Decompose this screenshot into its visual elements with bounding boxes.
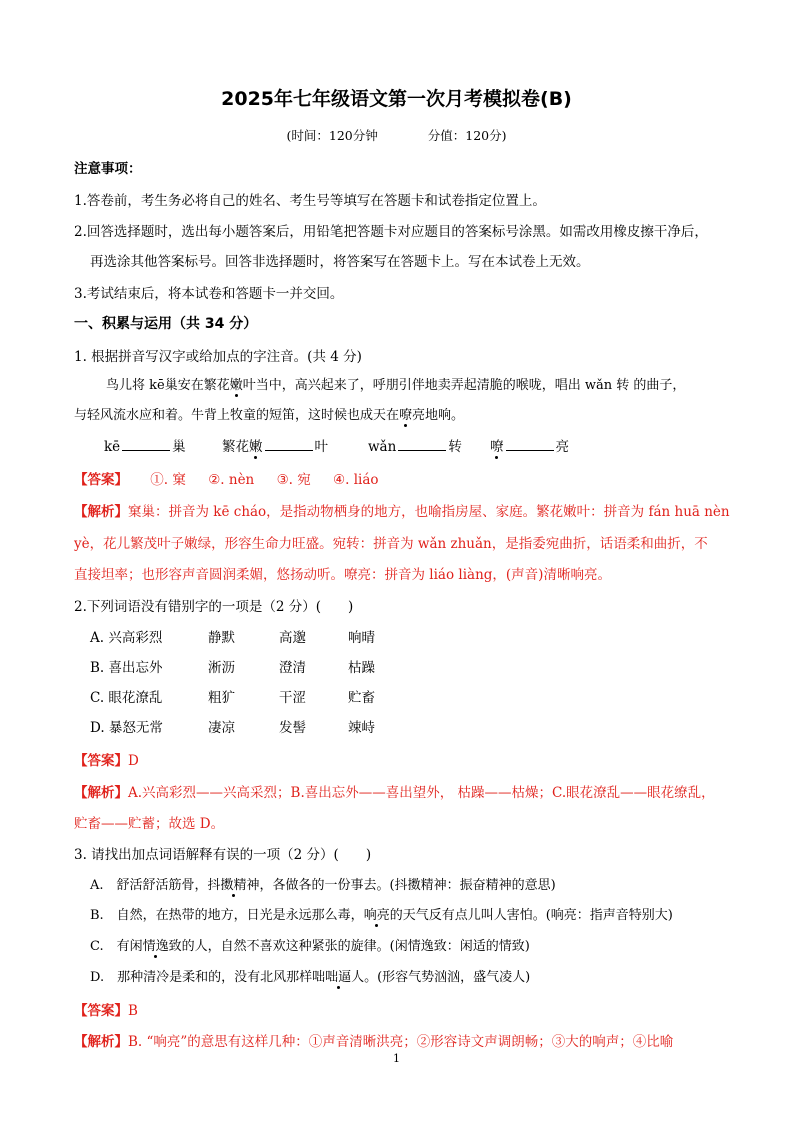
q2-analysis-1: 【解析】A.兴高彩烈——兴高采烈；B.喜出忘外——喜出望外， 枯躁——枯燥；C.眼花潦乱——眼花缭乱， — [74, 785, 715, 801]
q1-blank-2: 繁花嫩 叶 — [222, 439, 328, 455]
q3-option-c: C. 有闲情逸致的人，自然不喜欢这种紧张的旋律。(闲情逸致：闲适的情致) — [90, 939, 530, 954]
section-heading: 一、积累与运用（共 34 分） — [74, 316, 258, 332]
page-number: 1 — [393, 1052, 400, 1065]
q2-option-d-w4: 竦峙 — [348, 720, 375, 736]
q3-analysis-1: 【解析】B. “响亮”的意思有这样几种：①声音清晰洪亮；②形容诗文声调朗畅；③大的响声；④比喻 — [74, 1034, 674, 1050]
q2-option-b-w3: 澄清 — [279, 660, 306, 676]
q2-option-b-w2: 淅沥 — [208, 660, 235, 676]
notice-item-3: 3.考试结束后，将本试卷和答题卡一并交回。 — [74, 286, 344, 302]
notice-item-2-cont: 再选涂其他答案标号。回答非选择题时，将答案写在答题卡上。写在本试卷上无效。 — [90, 254, 590, 270]
exam-meta — [0, 126, 793, 144]
q1-analysis-1: 【解析】窠巢：拼音为 kē cháo，是指动物栖身的地方，也喻指房屋、家庭。繁花嫩叶：拼音为 fán huā nèn — [74, 504, 730, 520]
q1-passage-line-1: 鸟儿将 kē巢安在繁花嫩叶当中，高兴起来了，呼朋引伴地卖弄起清脆的喉咙，唱出 wǎn 转 的曲子， — [106, 378, 686, 393]
q2-answer: 【答案】D — [74, 753, 139, 769]
exam-time: (时间：120分钟 — [286, 128, 378, 143]
q1-passage-line-2: 与轻风流水应和着。牛背上牧童的短笛，这时候也成天在嘹亮地响。 — [74, 408, 465, 423]
notice-item-2: 2.回答选择题时，选出每小题答案后，用铅笔把答题卡对应题目的答案标号涂黑。如需改用橡皮擦干净后， — [74, 224, 708, 240]
q3-stem: 3. 请找出加点词语解释有误的一项（2 分）( ) — [74, 847, 372, 863]
q2-analysis-2: 贮畜——贮蓄；故选 D。 — [74, 816, 225, 832]
q2-stem: 2.下列词语没有错别字的一项是（2 分）( ) — [74, 599, 354, 615]
q1-answer: 【答案】 ①. 窠 ②. nèn ③. 宛 ④. liáo — [74, 472, 379, 488]
q2-option-c: C. 眼花潦乱 — [90, 690, 163, 706]
q2-option-a: A. 兴高彩烈 — [90, 630, 163, 646]
q2-option-c-w3: 干涩 — [279, 690, 306, 706]
q2-option-d: D. 暴怒无常 — [90, 720, 163, 736]
exam-score: 分值：120分) — [427, 128, 507, 143]
q2-option-a-w2: 静默 — [208, 630, 235, 646]
q1-blank-3: wǎn 转 — [368, 439, 462, 455]
q3-option-d: D. 那种清冷是柔和的，没有北风那样咄咄逼人。(形容气势汹汹，盛气凌人) — [90, 970, 531, 985]
q2-option-c-w4: 贮畜 — [348, 690, 375, 706]
q2-option-b: B. 喜出忘外 — [90, 660, 163, 676]
q1-analysis-3: 直接坦率；也形容声音圆润柔媚，悠扬动听。嘹亮：拼音为 liáo liàng，(声音)清晰响亮。 — [74, 567, 611, 583]
q1-blank-1: kē 巢 — [104, 439, 186, 455]
q1-stem: 1. 根据拼音写汉字或给加点的字注音。(共 4 分) — [74, 349, 362, 365]
q2-option-c-w2: 粗犷 — [208, 690, 235, 706]
notice-heading: 注意事项： — [74, 161, 142, 177]
notice-item-1: 1.答卷前，考生务必将自己的姓名、考生号等填写在答题卡和试卷指定位置上。 — [74, 193, 546, 209]
q3-option-b: B. 自然，在热带的地方，日光是永远那么毒，响亮的天气反有点儿叫人害怕。(响亮：指声音特别大) — [90, 908, 673, 923]
q2-option-b-w4: 枯躁 — [348, 660, 375, 676]
q2-option-a-w4: 响晴 — [348, 630, 375, 646]
q1-blank-4: 嘹 亮 — [490, 439, 569, 455]
q3-answer: 【答案】B — [74, 1003, 138, 1019]
q2-option-a-w3: 高邈 — [279, 630, 306, 646]
q2-option-d-w2: 凄凉 — [208, 720, 235, 736]
page-title: 2025年七年级语文第一次月考模拟卷(B) — [221, 88, 572, 110]
q2-option-d-w3: 发髻 — [279, 720, 306, 736]
q3-option-a: A. 舒活舒活筋骨，抖擞精神，各做各的一份事去。(抖擞精神：振奋精神的意思) — [90, 878, 556, 893]
q1-analysis-2: yè，花儿繁茂叶子嫩绿，形容生命力旺盛。宛转：拼音为 wǎn zhuǎn，是指委宛曲折，话语柔和曲折，不 — [74, 536, 708, 552]
